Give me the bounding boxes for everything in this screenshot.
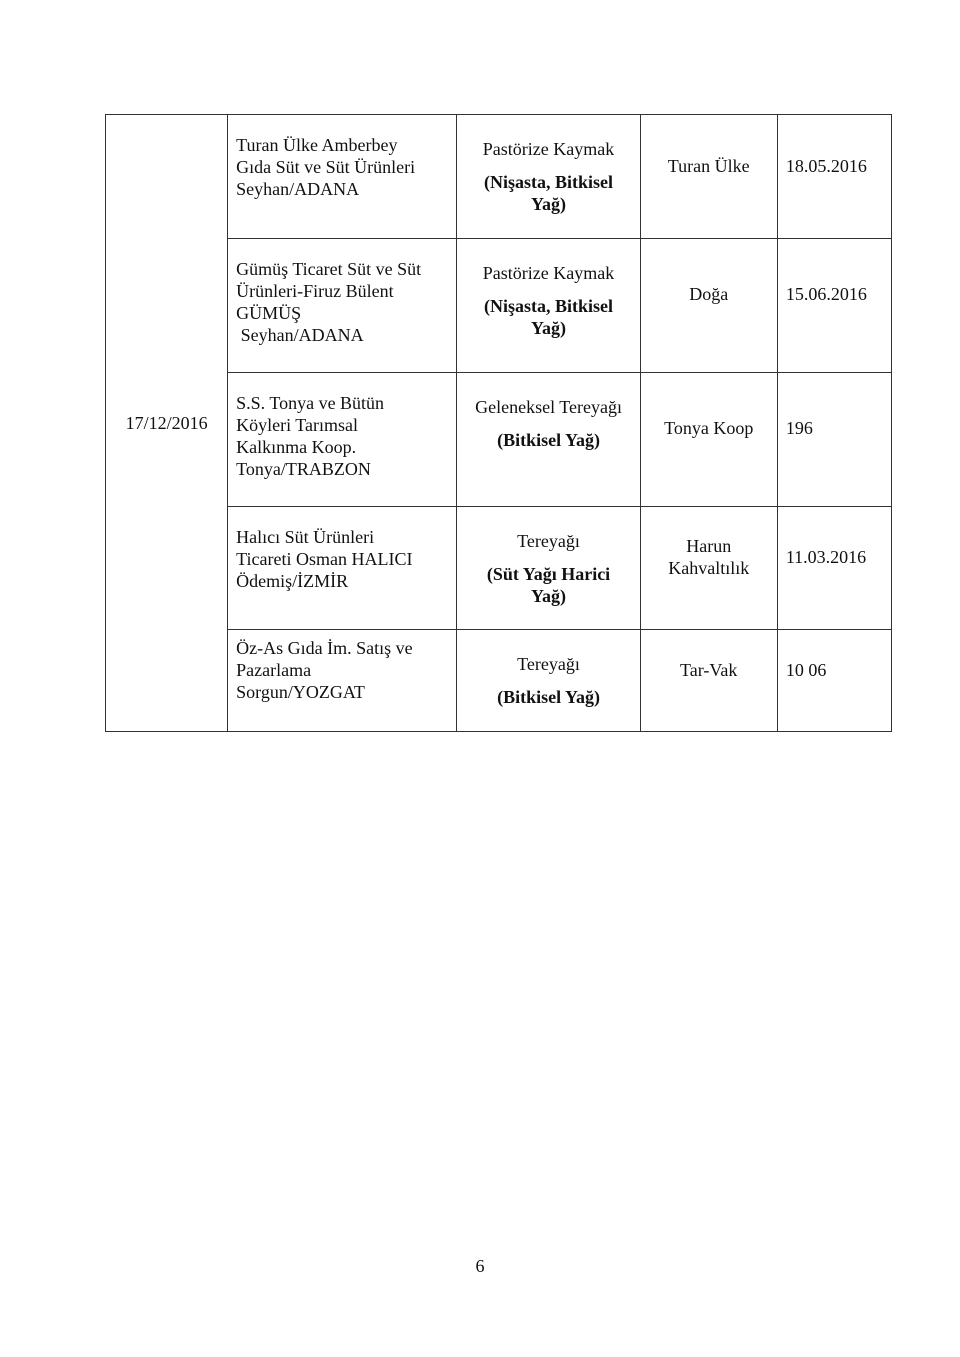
firm-name-line: GÜMÜŞ xyxy=(236,303,302,323)
product-cell xyxy=(457,239,640,373)
brand-name: Turan Ülke xyxy=(667,156,750,176)
brand-name: Tar-Vak xyxy=(680,660,738,680)
brand-cell xyxy=(640,373,777,507)
firm-address-line: Ödemiş/İZMİR xyxy=(236,571,349,591)
firm-name-line: Ticareti Osman HALICI xyxy=(236,549,413,569)
firm-address-line: Sorgun/YOZGAT xyxy=(236,682,365,702)
firm-name-line: Turan Ülke Amberbey xyxy=(236,135,398,155)
brand-name: Doğa xyxy=(689,284,729,304)
firm-cell xyxy=(228,115,457,239)
firm-name-line: Gümüş Ticaret Süt ve Süt xyxy=(236,259,422,279)
adulterant-note: (Bitkisel Yağ) xyxy=(497,687,600,707)
product-name: Pastörize Kaymak xyxy=(482,263,615,283)
lot-cell xyxy=(777,115,891,239)
lot-number: 11.03.2016 xyxy=(785,547,867,567)
firm-name-line: S.S. Tonya ve Bütün xyxy=(236,393,385,413)
firm-cell xyxy=(228,630,457,732)
firm-cell xyxy=(228,373,457,507)
firm-name-line: Kalkınma Koop. xyxy=(236,437,357,457)
lot-cell xyxy=(777,507,891,630)
page-number: 6 xyxy=(475,1256,485,1276)
lot-cell xyxy=(777,239,891,373)
lot-number: 15.06.2016 xyxy=(785,284,867,304)
lot-cell xyxy=(777,373,891,507)
product-cell xyxy=(457,373,640,507)
adulterant-note: (Nişasta, Bitkisel Yağ) xyxy=(484,172,614,214)
product-name: Pastörize Kaymak xyxy=(482,139,615,159)
firm-address-line: Tonya/TRABZON xyxy=(236,459,371,479)
product-name: Tereyağı xyxy=(517,531,580,551)
adulterant-note: (Bitkisel Yağ) xyxy=(497,430,600,450)
date-cell xyxy=(106,115,228,732)
adulterant-note: (Süt Yağı Harici Yağ) xyxy=(486,564,611,606)
brand-cell xyxy=(640,507,777,630)
firm-name-line: Köyleri Tarımsal xyxy=(236,415,359,435)
firm-name-line: Öz-As Gıda İm. Satış ve xyxy=(236,638,413,658)
product-cell xyxy=(457,630,640,732)
lot-number: 196 xyxy=(785,418,813,438)
product-name: Geleneksel Tereyağı xyxy=(475,397,622,417)
firm-cell xyxy=(228,239,457,373)
adulterant-note: (Nişasta, Bitkisel Yağ) xyxy=(484,296,614,338)
firm-cell xyxy=(228,507,457,630)
inspection-date: 17/12/2016 xyxy=(125,413,208,433)
brand-cell xyxy=(640,630,777,732)
firm-address-line: Seyhan/ADANA xyxy=(236,325,364,345)
lot-number: 10 06 xyxy=(785,660,827,680)
brand-name: Harun Kahvaltılık xyxy=(668,536,750,578)
firm-address-line: Seyhan/ADANA xyxy=(236,179,360,199)
brand-name: Tonya Koop xyxy=(664,418,754,438)
firm-name-line: Ürünleri-Firuz Bülent xyxy=(236,281,394,301)
firm-name-line: Halıcı Süt Ürünleri xyxy=(236,527,375,547)
lot-number: 18.05.2016 xyxy=(785,156,867,176)
lot-cell xyxy=(777,630,891,732)
product-name: Tereyağı xyxy=(517,654,580,674)
product-cell xyxy=(457,115,640,239)
brand-cell xyxy=(640,115,777,239)
product-table xyxy=(105,114,892,732)
table-row xyxy=(106,115,892,239)
firm-name-line: Pazarlama xyxy=(236,660,312,680)
firm-name-line: Gıda Süt ve Süt Ürünleri xyxy=(236,157,416,177)
brand-cell xyxy=(640,239,777,373)
product-cell xyxy=(457,507,640,630)
